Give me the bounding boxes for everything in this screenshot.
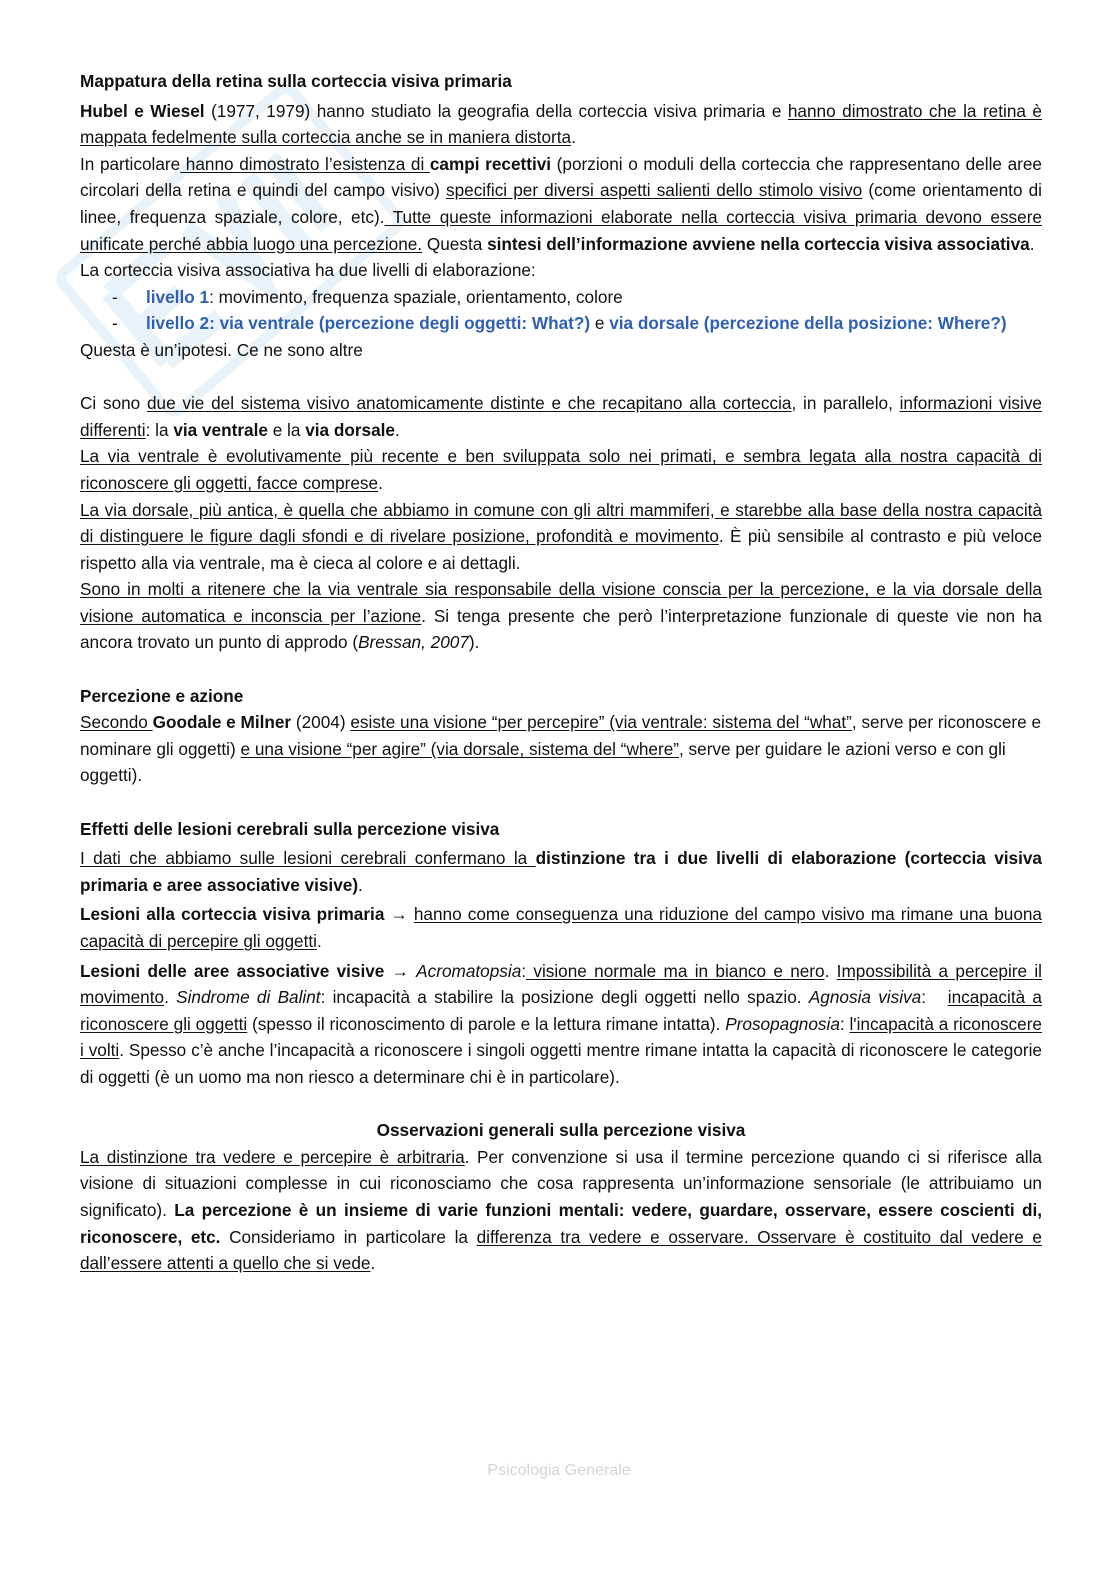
paragraph-primary-cortex-lesions: Lesioni alla corteccia visiva primaria → hanno come conseguenza una riduzione del campo visivo ma rimane una buona capacità di percepire gli oggetti. bbox=[80, 904, 1042, 951]
paragraph-lesion-data: I dati che abbiamo sulle lesioni cerebrali confermano la distinzione tra i due livelli di elaborazione (corteccia visiva primaria e aree associative visive). bbox=[80, 848, 1042, 895]
arrow-right-icon: → bbox=[384, 904, 414, 925]
levels-list bbox=[80, 284, 1042, 337]
list-item-level-2: - livello 2: via ventrale (percezione degli oggetti: What?) e via dorsale (percezione della posizione: Where?) bbox=[80, 310, 1042, 337]
section-title-retina-mapping: Mappatura della retina sulla corteccia visiva primaria bbox=[80, 71, 512, 91]
paragraph-ventral-pathway: La via ventrale è evolutivamente più recente e ben sviluppata solo nei primati, e sembra legata alla nostra capacità di riconoscere gli oggetti, facce comprese. bbox=[80, 446, 1042, 493]
paragraph-see-vs-perceive: La distinzione tra vedere e percepire è arbitraria. Per convenzione si usa il termine percezione quando ci si riferisce alla visione di situazioni complesse in cui riconosciamo che cosa rappresenta un’informazione sensoriale (le attribuiamo un significato). La percezione è un insieme di varie funzioni mentali: vedere, guardare, osservare, essere coscienti di, riconoscere, etc. Consideriamo in particolare la differenza tra vedere e osservare. Osservare è costituito dal vedere e dall’essere attenti a quello che si vede. bbox=[80, 1146, 1043, 1274]
section-title-perception-action: Percezione e azione bbox=[80, 685, 244, 706]
page-footer: Psicologia Generale bbox=[487, 1462, 631, 1479]
paragraph-receptive-fields: In particolare hanno dimostrato l’esistenza di campi recettivi (porzioni o moduli della corteccia che rappresentano delle aree circolari della retina e quindi del campo visivo) specifici per diversi aspetti salienti dello stimolo visivo (come orientamento di linee, frequenza spaziale, colore, etc). Tutte queste informazioni elaborate nella corteccia visiva primaria devono essere unificate perché abbia luogo una percezione. Questa sintesi dell’informazione avviene nella corteccia visiva associativa. bbox=[80, 153, 1042, 254]
paragraph-two-levels-intro: La corteccia visiva associativa ha due livelli di elaborazione: bbox=[80, 260, 536, 281]
list-item-level-1: - livello 1: movimento, frequenza spaziale, orientamento, colore bbox=[80, 284, 1042, 311]
paragraph-two-visual-pathways: Ci sono due vie del sistema visivo anatomicamente distinte e che recapitano alla corteccia, in parallelo, informazioni visive differenti: la via ventrale e la via dorsale. bbox=[80, 393, 1042, 440]
paragraph-hypothesis-note: Questa è un’ipotesi. Ce ne sono altre bbox=[80, 339, 363, 360]
paragraph-conscious-vision: Sono in molti a ritenere che la via ventrale sia responsabile della visione conscia per la percezione, e la via dorsale della visione automatica e inconscia per l’azione. Si tenga presente che però l’interpretazione funzionale di queste vie non ha ancora trovato un punto di approdo (Bressan, 2007). bbox=[80, 579, 1042, 653]
bullet-dash: - bbox=[112, 313, 118, 334]
document-body bbox=[80, 68, 1042, 1277]
section-title-brain-lesions: Effetti delle lesioni cerebrali sulla percezione visiva bbox=[80, 818, 500, 839]
paragraph-hubel-wiesel: Hubel e Wiesel (1977, 1979) hanno studiato la geografia della corteccia visiva primaria e hanno dimostrato che la retina è mappata fedelmente sulla corteccia anche se in maniera distorta. bbox=[80, 100, 1042, 148]
paragraph-goodale-milner: Secondo Goodale e Milner (2004) esiste una visione “per percepire” (via ventrale: sistema del “what”, serve per riconoscere e nominare gli oggetti) e una visione “per agire” (via dorsale, sistema del “where”, serve per guidare le azioni verso e con gli oggetti). bbox=[80, 712, 1042, 786]
paragraph-dorsal-pathway: La via dorsale, più antica, è quella che abbiamo in comune con gli altri mammiferi, e starebbe alla base della nostra capacità di distinguere le figure dagli sfondi e di rivelare posizione, profondità e movimento. È più sensibile al contrasto e più veloce rispetto alla via ventrale, ma è cieca al colore e ai dettagli. bbox=[80, 499, 1042, 573]
arrow-right-icon: → bbox=[384, 960, 417, 981]
bullet-dash: - bbox=[112, 286, 118, 307]
paragraph-associative-area-lesions: Lesioni delle aree associative visive → Acromatopsia: visione normale ma in bianco e nero. Impossibilità a percepire il movimento. Sindrome di Balint: incapacità a stabilire la posizione degli oggetti nello spazio. Agnosia visiva: incapacità a riconoscere gli oggetti (spesso il riconoscimento di parole e la lettura rimane intatta). Prosopagnosia: l'incapacità a riconoscere i volti. Spesso c’è anche l’incapacità a riconoscere i singoli oggetti mentre rimane intatta la capacità di riconoscere le categorie di oggetti (è un uomo ma non riesco a determinare chi è in particolare). bbox=[80, 960, 1042, 1087]
section-title-general-observations: Osservazioni generali sulla percezione visiva bbox=[376, 1120, 746, 1141]
